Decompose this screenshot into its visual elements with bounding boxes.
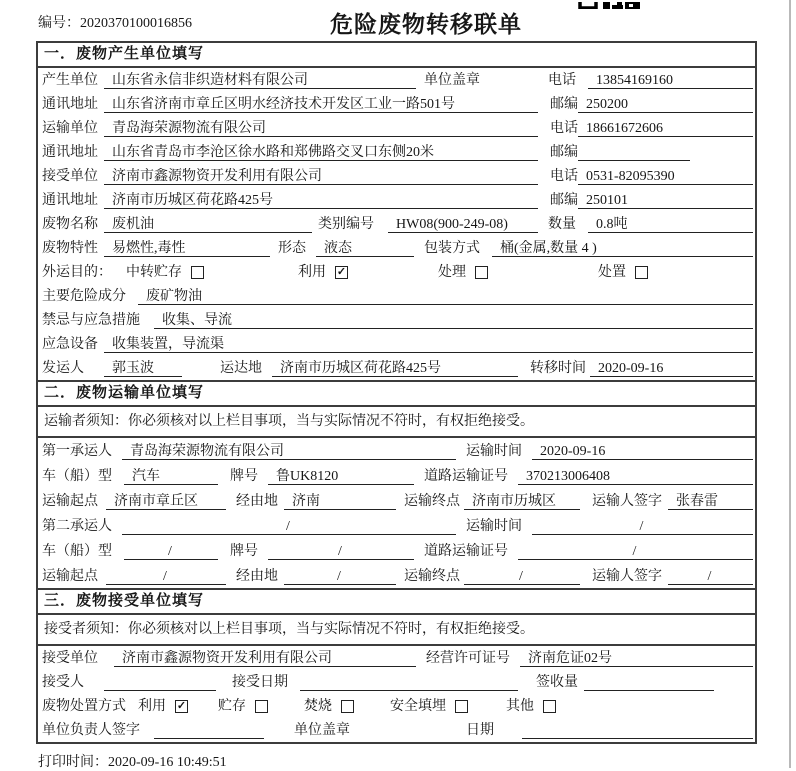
transporter-address: 山东省青岛市李沧区徐水路和郑佛路交叉口东侧20米 (104, 144, 538, 161)
form-label: 形态 (278, 241, 306, 256)
transporter-unit-row (38, 116, 755, 140)
second-carrier-row (38, 513, 755, 538)
spacer (264, 722, 278, 739)
first-transport-date: 2020-09-16 (532, 443, 753, 460)
field-label: 第二承运人 (42, 519, 112, 534)
field-label: 接受单位 (42, 169, 98, 184)
field-label: 接受单位 (42, 651, 98, 666)
terminus-label: 运输终点 (404, 569, 460, 584)
producer-postcode: 250200 (578, 96, 753, 113)
plate-label: 牌号 (230, 469, 258, 484)
road-permit-label: 道路运输证号 (424, 544, 508, 559)
receiver-address-row (38, 188, 755, 212)
unchecked-checkbox-icon (475, 266, 488, 279)
field-label: 发运人 (42, 361, 84, 376)
via-label: 经由地 (236, 569, 278, 584)
plate-number-1: 鲁UK8120 (268, 468, 414, 485)
field-label: 通讯地址 (42, 97, 98, 112)
section-heading: 三．废物接受单位填写 (38, 590, 755, 615)
disposal-utilize (138, 698, 218, 715)
via-1: 济南 (284, 493, 396, 510)
unchecked-checkbox-icon (635, 266, 648, 279)
second-transport-date: / (532, 518, 753, 535)
main-hazard-row (38, 284, 755, 308)
unit-seal-label: 单位盖章 (424, 73, 480, 88)
received-quantity (584, 674, 714, 691)
road-permit-2: / (518, 543, 753, 560)
unchecked-checkbox-icon (341, 700, 354, 713)
disposal-other (506, 698, 753, 715)
destination-label: 运达地 (220, 361, 262, 376)
waste-characteristics: 易燃性,毒性 (104, 240, 270, 257)
disposal-method-row (38, 694, 755, 718)
postcode-label: 邮编 (550, 97, 578, 112)
packing-method: 桶(金属,数量 4 ) (492, 240, 753, 257)
carrier-signature-label: 运输人签字 (592, 494, 662, 509)
section-heading: 二．废物运输单位填写 (38, 382, 755, 407)
disposal-incinerate (304, 698, 390, 715)
route-row-2 (38, 563, 755, 588)
purpose-dispose (598, 264, 753, 281)
phone-label: 电话 (550, 169, 578, 184)
field-label: 废物名称 (42, 217, 98, 232)
disposal-method-label: 废物处置方式 (42, 699, 126, 714)
transport-time-label: 运输时间 (466, 519, 522, 534)
unit-seal-label: 单位盖章 (294, 723, 350, 738)
print-time-line (38, 751, 227, 771)
carrier-signature-2: / (668, 568, 753, 585)
purpose-utilize-label: 利用 (298, 265, 326, 280)
print-time-label: 打印时间： (38, 755, 108, 770)
receiver-address: 济南市历城区荷花路425号 (104, 192, 538, 209)
accept-date (300, 674, 518, 691)
transporter-name: 青岛海荣源物流有限公司 (104, 120, 538, 137)
unchecked-checkbox-icon (543, 700, 556, 713)
checked-checkbox-icon (335, 266, 348, 279)
vehicle-type-1: 汽车 (124, 468, 218, 485)
terminus-label: 运输终点 (404, 494, 460, 509)
form-section-3 (38, 588, 755, 742)
receiver-name: 济南市鑫源物资开发利用有限公司 (104, 168, 538, 185)
first-carrier-name: 青岛海荣源物流有限公司 (122, 443, 456, 460)
unchecked-checkbox-icon (455, 700, 468, 713)
qr-code-fragment-icon (578, 0, 642, 9)
accept-date-label: 接受日期 (232, 675, 288, 690)
serial-number: 2020370100016856 (80, 16, 192, 31)
via-2: / (284, 568, 396, 585)
vehicle-row-2 (38, 538, 755, 563)
postcode-label: 邮编 (550, 193, 578, 208)
license-number: 济南危证02号 (520, 650, 753, 667)
form-section-2 (38, 380, 755, 588)
vehicle-row-1 (38, 463, 755, 488)
checked-checkbox-icon (175, 700, 188, 713)
transfer-time-label: 转移时间 (530, 361, 586, 376)
unchecked-checkbox-icon (191, 266, 204, 279)
transporter-address-row (38, 140, 755, 164)
plate-number-2: / (268, 543, 414, 560)
producer-unit-row (38, 68, 755, 92)
responsible-signature (154, 722, 264, 739)
waste-character-row (38, 236, 755, 260)
road-permit-label: 道路运输证号 (424, 469, 508, 484)
field-label: 车（船）型 (42, 469, 112, 484)
section-heading: 一．废物产生单位填写 (38, 43, 755, 68)
page-edge-line (789, 0, 791, 768)
origin-1: 济南市章丘区 (106, 493, 226, 510)
serial-number-line (38, 12, 192, 32)
waste-name: 废机油 (104, 216, 312, 233)
phone-label: 电话 (550, 121, 578, 136)
purpose-utilize (298, 264, 438, 281)
field-label: 第一承运人 (42, 444, 112, 459)
date-label: 日期 (466, 723, 494, 738)
postcode-label: 邮编 (550, 145, 578, 160)
disposal-utilize-label: 利用 (138, 699, 166, 714)
first-carrier-row (38, 438, 755, 463)
transporter-postcode (578, 144, 690, 161)
emergency-measures: 收集、导流 (154, 312, 753, 329)
terminus-1: 济南市历城区 (464, 493, 580, 510)
field-label: 运输起点 (42, 569, 98, 584)
consignor-row (38, 356, 755, 380)
vehicle-type-2: / (124, 543, 218, 560)
field-label: 车（船）型 (42, 544, 112, 559)
producer-phone: 13854169160 (588, 72, 753, 89)
category-code-label: 类别编号 (318, 217, 374, 232)
receiver-phone: 0531-82095390 (578, 168, 753, 185)
disposal-landfill-label: 安全填埋 (390, 699, 446, 714)
field-label: 禁忌与应急措施 (42, 313, 140, 328)
road-permit-1: 370213006408 (518, 468, 753, 485)
transfer-date: 2020-09-16 (590, 360, 753, 377)
waste-category-code: HW08(900-249-08) (388, 216, 538, 233)
purpose-transit-storage-label: 中转贮存 (126, 265, 182, 280)
disposal-other-label: 其他 (506, 699, 534, 714)
transfer-purpose-row (38, 260, 755, 284)
received-quantity-label: 签收量 (536, 675, 578, 690)
responsible-sign-row (38, 718, 755, 742)
plate-label: 牌号 (230, 544, 258, 559)
notice-text: 运输者须知：你必须核对以上栏目事项，当与实际情况不符时，有权拒绝接受。 (38, 407, 755, 438)
field-label: 通讯地址 (42, 145, 98, 160)
page-title: 危险废物转移联单 (330, 12, 522, 37)
terminus-2: / (464, 568, 580, 585)
purpose-dispose-label: 处置 (598, 265, 626, 280)
disposal-incinerate-label: 焚烧 (304, 699, 332, 714)
field-label: 通讯地址 (42, 193, 98, 208)
producer-name: 山东省永信非织造材料有限公司 (104, 72, 416, 89)
route-row-1 (38, 488, 755, 513)
transport-time-label: 运输时间 (466, 444, 522, 459)
via-label: 经由地 (236, 494, 278, 509)
field-label: 单位负责人签字 (42, 723, 140, 738)
notice-text: 接受者须知：你必须核对以上栏目事项，当与实际情况不符时，有权拒绝接受。 (38, 615, 755, 646)
purpose-treat-label: 处理 (438, 265, 466, 280)
disposal-landfill (390, 698, 506, 715)
check-mark-icon: ✓ (176, 700, 187, 712)
license-label: 经营许可证号 (426, 651, 510, 666)
packing-label: 包装方式 (424, 241, 480, 256)
quantity-label: 数量 (548, 217, 576, 232)
field-label: 应急设备 (42, 337, 98, 352)
purpose-treat (438, 264, 598, 281)
transporter-phone: 18661672606 (578, 120, 753, 137)
emergency-equipment: 收集装置，导流渠 (104, 336, 753, 353)
waste-quantity: 0.8吨 (588, 216, 753, 233)
check-mark-icon: ✓ (336, 266, 347, 278)
disposal-storage-label: 贮存 (218, 699, 246, 714)
transfer-purpose-label: 外运目的： (42, 265, 112, 280)
receiver-unit-row (38, 164, 755, 188)
second-carrier-name: / (122, 518, 456, 535)
manifest-form-table (36, 41, 757, 744)
accept-unit-name: 济南市鑫源物资开发利用有限公司 (114, 650, 416, 667)
unchecked-checkbox-icon (255, 700, 268, 713)
seal-date (522, 722, 753, 739)
accept-unit-row (38, 646, 755, 670)
form-section-1 (38, 43, 755, 380)
main-hazard-component: 废矿物油 (138, 288, 753, 305)
field-label: 运输单位 (42, 121, 98, 136)
carrier-signature-1: 张春雷 (668, 493, 753, 510)
field-label: 运输起点 (42, 494, 98, 509)
consignor-name: 郭玉波 (104, 360, 182, 377)
waste-name-row (38, 212, 755, 236)
destination: 济南市历城区荷花路425号 (272, 360, 518, 377)
print-time-value: 2020-09-16 10:49:51 (108, 755, 227, 770)
acceptor-row (38, 670, 755, 694)
field-label: 废物特性 (42, 241, 98, 256)
receiver-postcode: 250101 (578, 192, 753, 209)
purpose-transit-storage (126, 264, 298, 281)
field-label: 主要危险成分 (42, 289, 126, 304)
origin-2: / (106, 568, 226, 585)
phone-label: 电话 (548, 73, 576, 88)
producer-address: 山东省济南市章丘区明水经济技术开发区工业一路501号 (104, 96, 538, 113)
waste-form: 液态 (316, 240, 414, 257)
carrier-signature-label: 运输人签字 (592, 569, 662, 584)
producer-address-row (38, 92, 755, 116)
field-label: 产生单位 (42, 73, 98, 88)
spacer (182, 360, 220, 377)
emergency-equipment-row (38, 332, 755, 356)
acceptor-name (104, 674, 216, 691)
spacer (216, 674, 232, 691)
emergency-measures-row (38, 308, 755, 332)
serial-label: 编号： (38, 16, 80, 31)
field-label: 接受人 (42, 675, 84, 690)
disposal-storage (218, 698, 304, 715)
